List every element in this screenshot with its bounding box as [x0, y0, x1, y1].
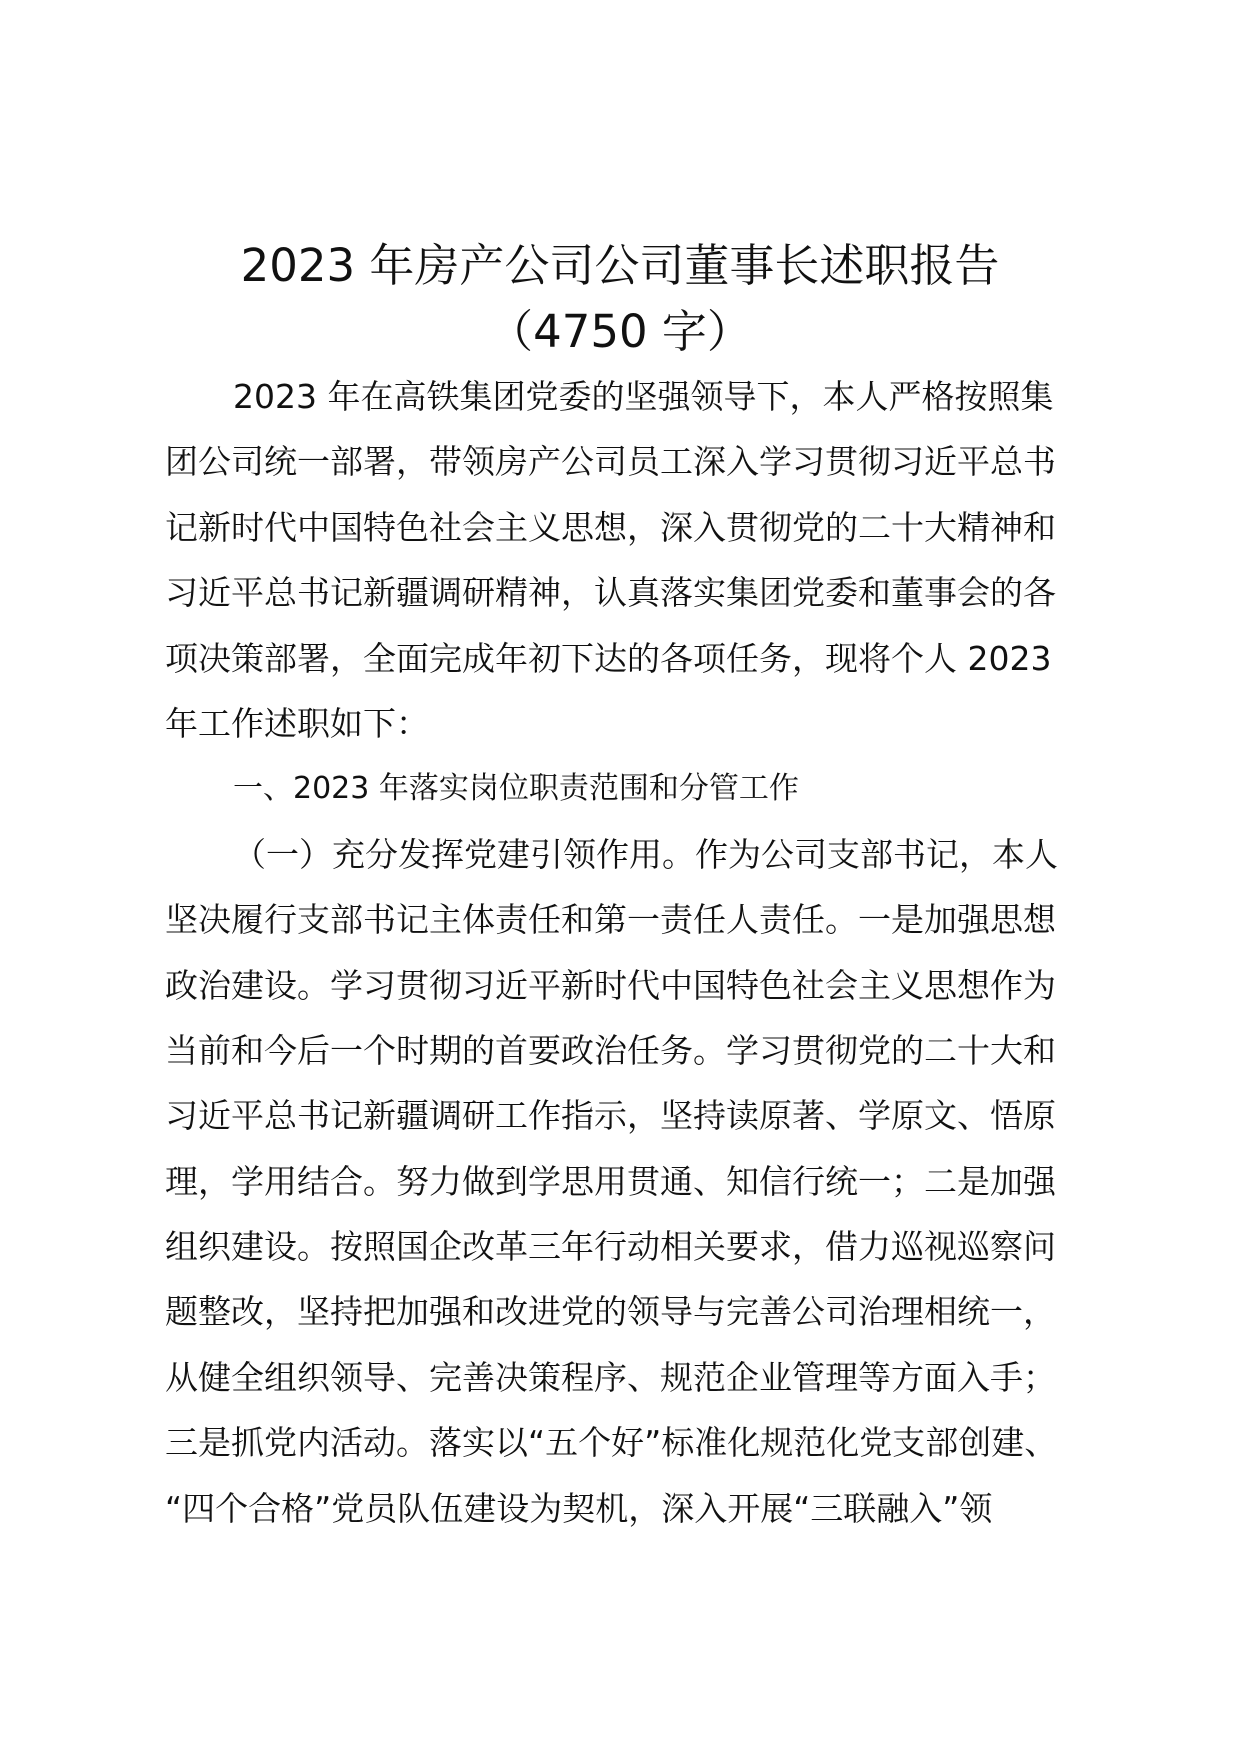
paragraph-line: 当前和今后一个时期的首要政治任务。学习贯彻党的二十大和	[165, 1030, 1056, 1070]
paragraph-line: （一）充分发挥党建引领作用。作为公司支部书记，本人	[233, 834, 1058, 874]
paragraph-line: 团公司统一部署，带领房产公司员工深入学习贯彻习近平总书	[165, 442, 1056, 482]
paragraph-line: 理，学用结合。努力做到学思用贯通、知信行统一；二是加强	[165, 1161, 1056, 1201]
paragraph-line: 习近平总书记新疆调研工作指示，坚持读原著、学原文、悟原	[165, 1096, 1056, 1136]
paragraph-line: 题整改，坚持把加强和改进党的领导与完善公司治理相统一，	[165, 1292, 1056, 1332]
paragraph-line: 2023 年在高铁集团党委的坚强领导下，本人严格按照集	[233, 377, 1054, 416]
paragraph-line: 三是抓党内活动。落实以“五个好”标准化规范化党支部创建、	[165, 1423, 1058, 1463]
document-body	[165, 364, 1090, 1541]
paragraph-line: 年工作述职如下：	[165, 703, 429, 743]
section-heading: 一、2023 年落实岗位职责范围和分管工作	[233, 771, 799, 807]
paragraph-line: 记新时代中国特色社会主义思想，深入贯彻党的二十大精神和	[165, 507, 1056, 547]
paragraph-line: 组织建设。按照国企改革三年行动相关要求，借力巡视巡察问	[165, 1227, 1056, 1267]
paragraph-line: 习近平总书记新疆调研精神，认真落实集团党委和董事会的各	[165, 573, 1056, 613]
paragraph-line: 政治建设。学习贯彻习近平新时代中国特色社会主义思想作为	[165, 965, 1056, 1005]
paragraph-line: 项决策部署，全面完成年初下达的各项任务，现将个人 2023	[165, 638, 1052, 678]
paragraph-line: “四个合格”党员队伍建设为契机，深入开展“三联融入”领	[165, 1488, 993, 1528]
paragraph-line: 坚决履行支部书记主体责任和第一责任人责任。一是加强思想	[165, 900, 1056, 940]
document-subtitle-word-count: （4750 字）	[488, 305, 752, 358]
paragraph-line: 从健全组织领导、完善决策程序、规范企业管理等方面入手；	[165, 1357, 1056, 1397]
document-title: 2023 年房产公司公司董事长述职报告	[240, 239, 1000, 292]
